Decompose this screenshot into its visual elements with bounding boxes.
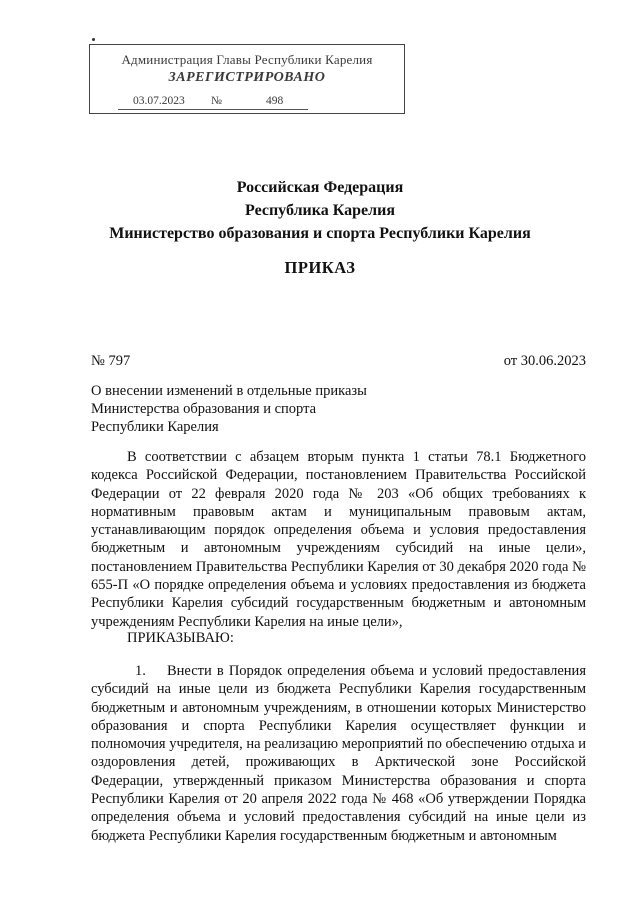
item-1-text: Внести в Порядок определения объема и условий предоставления субсидий на иные цели из бюджета Республики Карелия государственным бюджетным и автономным учреждениям, в отношении которых Министерство образования и спорта Республики Карелия осуществляет функции и полномочия учредителя, на реализацию мероприятий по обеспечению отдыха и оздоровления детей, проживающих в Арктической зоне Российской Федерации, утвержденный приказом Министерства образования и спорта Республики Карелия от 20 апреля 2022 года № 468 «Об утверждении Порядка определения объема и условий предоставления субсидий на иные цели из бюджета Республики Карелия государственным бюджетным и автономным (91, 663, 586, 844)
order-date: от 30.06.2023 (503, 353, 586, 369)
stamp-dot (92, 38, 95, 41)
item-1-number: 1. (135, 663, 146, 679)
stamp-date: 03.07.2023 (133, 95, 185, 107)
stamp-underline (118, 109, 308, 110)
header-region: Республика Карелия (245, 202, 395, 219)
order-number: № 797 (91, 353, 131, 369)
preamble-paragraph: В соответствии с абзацем вторым пункта 1 статьи 78.1 Бюджетного кодекса Российской Федерации, постановлением Правительства Российской Федерации от 22 февраля 2020 года № 203 «Об общих требованиях к нормативным правовым актам и муниципальным правовым актам, устанавливающим порядок определения объема и условия предоставления бюджетным и автономным учреждениям субсидий на иные цели», постановлением Правительства Республики Карелия от 30 декабря 2020 года № 655-П «О порядке определения объема и условиях предоставления из бюджета Республики Карелия субсидий государственным бюджетным и автономным учреждениям Республики Карелия на иные цели», (91, 449, 586, 630)
item-1-paragraph (91, 662, 586, 845)
header-country: Российская Федерация (236, 179, 404, 196)
header-ministry: Министерство образования и спорта Республики Карелия (109, 225, 531, 242)
document-type: ПРИКАЗ (284, 258, 356, 277)
stamp-registered: ЗАРЕГИСТРИРОВАНО (168, 70, 326, 85)
order-subject: О внесении изменений в отдельные приказы Министерства образования и спорта Республики Карелия (91, 383, 367, 435)
registration-stamp (89, 44, 405, 114)
stamp-authority: Администрация Главы Республики Карелия (121, 52, 373, 67)
stamp-number-sign: № (211, 95, 222, 107)
stamp-number: 498 (266, 95, 284, 107)
order-word: ПРИКАЗЫВАЮ: (127, 630, 234, 646)
